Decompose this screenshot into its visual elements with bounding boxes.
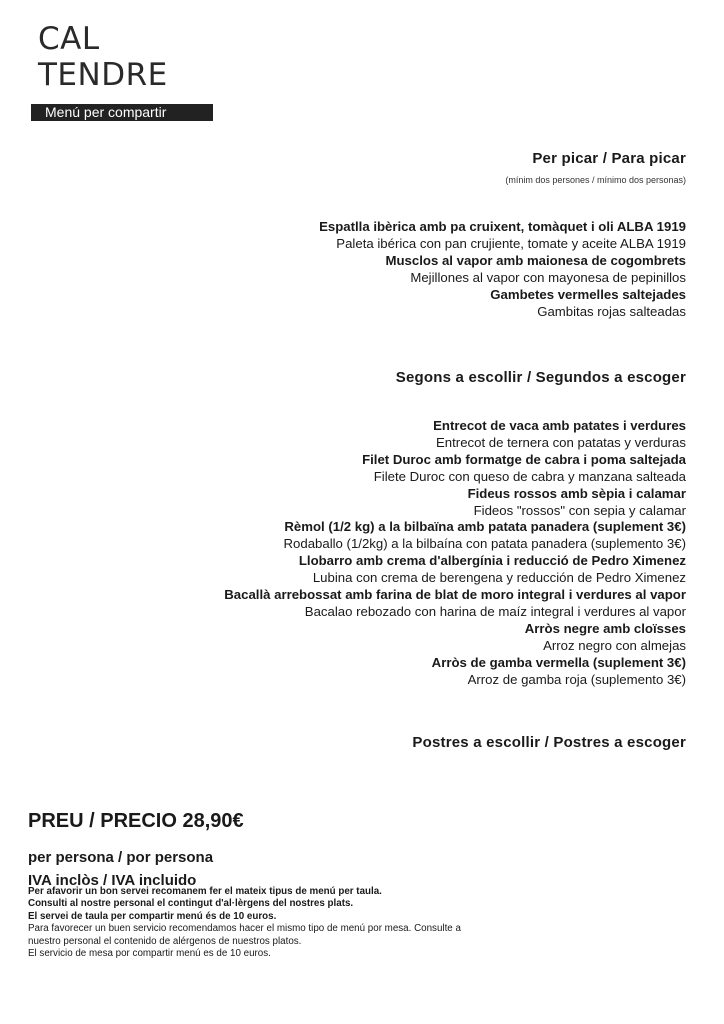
dish-list-segons — [224, 418, 686, 689]
price-vat: IVA inclòs / IVA incluido — [28, 872, 197, 889]
dish-es: Gambitas rojas salteadas — [537, 303, 686, 319]
notes — [28, 886, 548, 960]
section-title-postres: Postres a escollir / Postres a escoger — [412, 734, 686, 751]
dish-ca: Rèmol (1/2 kg) a la bilbaïna amb patata panadera (suplement 3€) — [284, 519, 686, 535]
section-subtitle-min-persons: (mínim dos persones / mínimo dos personas) — [505, 175, 686, 185]
note-line: Per afavorir un bon servei recomanem fer el mateix tipus de menú per taula. — [28, 886, 382, 897]
note-line: Para favorecer un buen servicio recomendamos hacer el mismo tipo de menú por mesa. Consulte a — [28, 923, 461, 935]
note-line: El servei de taula per compartir menú és de 10 euros. — [28, 910, 277, 922]
note-line: El servicio de mesa por compartir menú es de 10 euros. — [28, 948, 271, 960]
note-line: nuestro personal el contenido de alérgenos de nuestros platos. — [28, 935, 302, 947]
dish-es: Rodaballo (1/2kg) a la bilbaína con patata panadera (suplemento 3€) — [283, 536, 686, 552]
dish-ca: Musclos al vapor amb maionesa de cogombrets — [385, 252, 686, 268]
dish-es: Arroz negro con almejas — [543, 637, 686, 653]
section-title-segons: Segons a escollir / Segundos a escoger — [395, 369, 686, 386]
dish-ca: Fideus rossos amb sèpia i calamar — [467, 485, 686, 501]
logo-line-cal: CAL — [38, 21, 100, 57]
note-line: Consulti al nostre personal el contingut d'al·lèrgens del nostres plats. — [28, 898, 354, 910]
dish-ca: Bacallà arrebossat amb farina de blat de moro integral i verdures al vapor — [224, 587, 686, 603]
dish-ca: Entrecot de vaca amb patates i verdures — [433, 418, 686, 433]
dish-es: Fideos "rossos" con sepia y calamar — [473, 502, 686, 518]
dish-es: Lubina con crema de berengena y reducción de Pedro Ximenez — [312, 570, 686, 586]
dish-es: Mejillones al vapor con mayonesa de pepinillos — [410, 269, 686, 285]
dish-ca: Filet Duroc amb formatge de cabra i poma saltejada — [362, 451, 686, 467]
price-block — [28, 808, 244, 891]
logo — [38, 22, 168, 92]
dish-es: Paleta ibérica con pan crujiente, tomate y aceite ALBA 1919 — [336, 235, 686, 251]
dish-ca: Gambetes vermelles saltejades — [490, 286, 686, 302]
dish-es: Bacalao rebozado con harina de maíz integral i verdures al vapor — [304, 603, 686, 619]
logo-line-tendre: TENDRE — [38, 57, 168, 93]
dish-es: Filete Duroc con queso de cabra y manzana salteada — [373, 468, 686, 484]
dish-ca: Llobarro amb crema d'albergínia i reducció de Pedro Ximenez — [298, 553, 686, 569]
price-amount: PREU / PRECIO 28,90€ — [28, 810, 244, 832]
dish-es: Entrecot de ternera con patatas y verduras — [436, 434, 686, 450]
dish-ca: Arròs de gamba vermella (suplement 3€) — [431, 654, 686, 670]
price-per-person: per persona / por persona — [28, 849, 214, 866]
section-title-per-picar: Per picar / Para picar — [532, 150, 686, 167]
dish-es: Arroz de gamba roja (suplemento 3€) — [467, 671, 686, 687]
dish-ca: Espatlla ibèrica amb pa cruixent, tomàquet i oli ALBA 1919 — [319, 219, 686, 234]
dish-list-per-picar — [319, 219, 686, 320]
logo-subtitle-bar: Menú per compartir — [31, 104, 213, 121]
dish-ca: Arròs negre amb cloïsses — [524, 620, 686, 636]
